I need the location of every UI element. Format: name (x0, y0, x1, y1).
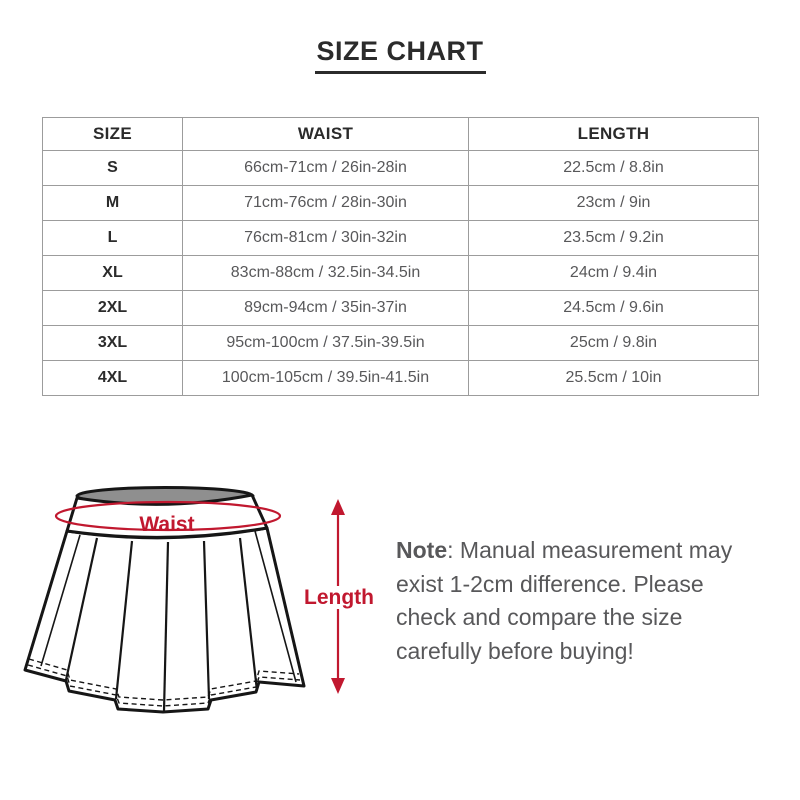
note-label: Note (396, 537, 448, 563)
length-value: 23.5cm / 9.2in (469, 221, 759, 256)
note-line-rest: : Manual measurement may (447, 537, 733, 563)
note-line (396, 534, 768, 568)
table-row (43, 221, 759, 256)
size-value: 2XL (43, 291, 183, 326)
length-value: 24cm / 9.4in (469, 256, 759, 291)
size-value: 4XL (43, 361, 183, 396)
waist-value: 83cm-88cm / 32.5in-34.5in (183, 256, 469, 291)
table-row (43, 291, 759, 326)
waist-value: 89cm-94cm / 35in-37in (183, 291, 469, 326)
size-value: M (43, 186, 183, 221)
waist-value: 100cm-105cm / 39.5in-41.5in (183, 361, 469, 396)
size-value: 3XL (43, 326, 183, 361)
size-chart-table (42, 117, 759, 396)
note-text (396, 534, 768, 668)
table-row (43, 326, 759, 361)
col-header-size: SIZE (43, 118, 183, 151)
length-label: Length (304, 586, 374, 609)
length-value: 23cm / 9in (469, 186, 759, 221)
skirt-measurement-diagram (0, 465, 392, 785)
waist-value: 76cm-81cm / 30in-32in (183, 221, 469, 256)
note-line: check and compare the size (396, 604, 683, 630)
arrow-up-icon (331, 499, 345, 515)
waist-label: Waist (139, 513, 195, 536)
table-header-row (43, 118, 759, 151)
length-value: 25.5cm / 10in (469, 361, 759, 396)
size-value: S (43, 151, 183, 186)
waist-value: 71cm-76cm / 28in-30in (183, 186, 469, 221)
table-row (43, 186, 759, 221)
col-header-waist: WAIST (183, 118, 469, 151)
length-value: 25cm / 9.8in (469, 326, 759, 361)
col-header-length: LENGTH (469, 118, 759, 151)
length-value: 24.5cm / 9.6in (469, 291, 759, 326)
note-line: exist 1-2cm difference. Please (396, 570, 704, 597)
page-title: SIZE CHART (315, 36, 486, 74)
size-value: L (43, 221, 183, 256)
size-value: XL (43, 256, 183, 291)
note-line: carefully before buying! (396, 637, 634, 664)
table-row (43, 256, 759, 291)
title-wrap (0, 36, 800, 74)
length-value: 22.5cm / 8.8in (469, 151, 759, 186)
table-row (43, 361, 759, 396)
table-row (43, 151, 759, 186)
waist-value: 95cm-100cm / 37.5in-39.5in (183, 326, 469, 361)
arrow-down-icon (331, 678, 345, 694)
waist-value: 66cm-71cm / 26in-28in (183, 151, 469, 186)
